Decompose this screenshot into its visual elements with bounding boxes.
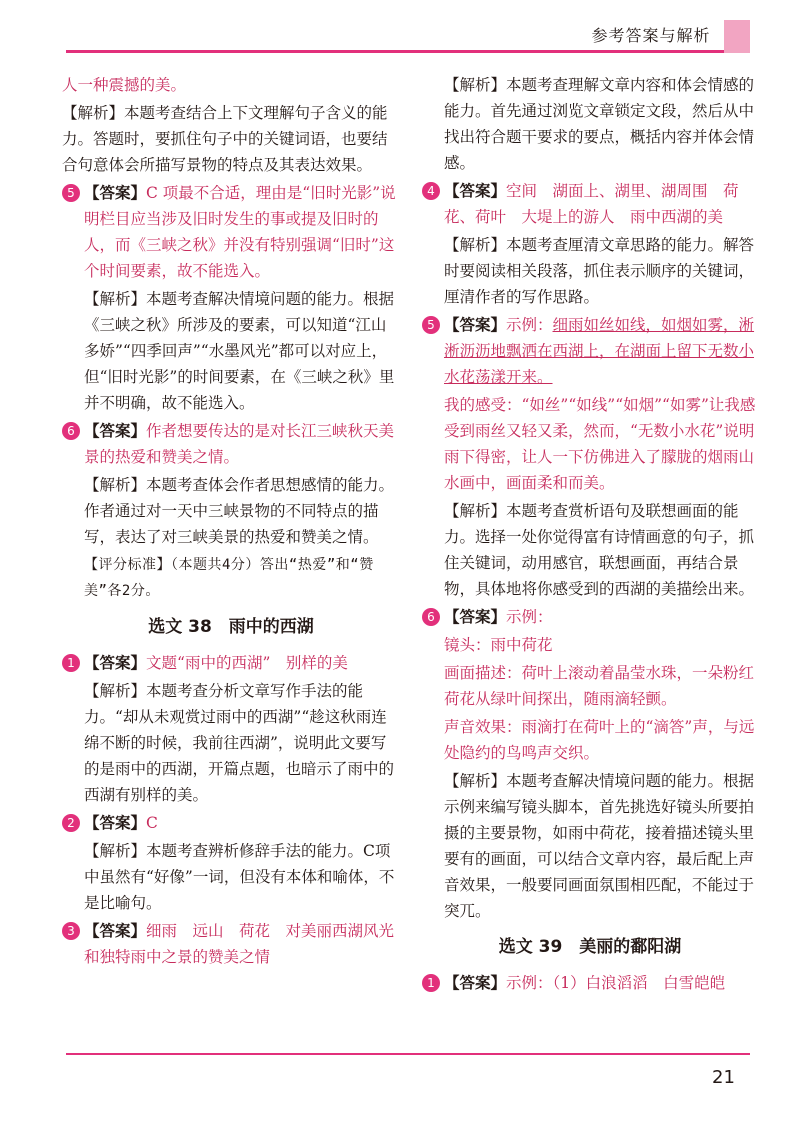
answer-prefix: 示例： <box>506 316 553 334</box>
analysis-text: 【解析】本题考查体会作者思想感情的能力。作者通过对一天中三峡景物的不同特点的描写，表达了对三峡美景的热爱和赞美之情。 <box>84 476 395 546</box>
answer-item-39-1 <box>422 970 758 996</box>
feeling-text: 我的感受：“如丝”“如线”“如烟”“如雾”让我感受到雨丝又轻又柔，然而，“无数小水花”说明雨下得密，让人一下仿佛进入了朦胧的烟雨山水画中，画面柔和而美。 <box>444 396 756 492</box>
answer-prefix: 示例： <box>506 608 553 626</box>
picture-text: 画面描述：荷叶上滚动着晶莹水珠，一朵粉红荷花从绿叶间探出，随雨滴轻颤。 <box>444 664 755 708</box>
number-badge: 5 <box>62 184 80 202</box>
continued-analysis: 【解析】本题考查结合上下文理解句子含义的能力。答题时，要抓住句子中的关键词语，也要结合句意体会所描写景物的特点及其表达效果。 <box>62 104 388 174</box>
number-badge: 1 <box>62 654 80 672</box>
number-badge: 2 <box>62 814 80 832</box>
number-badge: 3 <box>62 922 80 940</box>
section-title-39: 选文 39 美丽的鄱阳湖 <box>498 937 682 957</box>
analysis-text: 【解析】本题考查解决情境问题的能力。根据《三峡之秋》所涉及的要素，可以知道“江山多娇”“四季回声”“水墨风光”都可以对应上，但“旧时光影”的时间要素，在《三峡之秋》里并不明确，故不能选入。 <box>84 290 395 412</box>
header-rule <box>66 50 750 53</box>
answer-label: 【答案】 <box>84 421 147 440</box>
analysis-text: 【解析】本题考查分析文章写作手法的能力。“却从未观赏过雨中的西湖”“趁这秋雨连绵不断的时候，我前往西湖”，说明此文要写的是雨中的西湖，开篇点题，也暗示了雨中的西湖有别样的美。 <box>84 682 395 804</box>
answer-label: 【答案】 <box>444 607 507 626</box>
analysis-text: 【解析】本题考查赏析语句及联想画面的能力。选择一处你觉得富有诗情画意的句子，抓住关键词，动用感官，联想画面，再结合景物，具体地将你感受到的西湖的美描绘出来。 <box>444 502 755 598</box>
answer-text: 示例：（1）白浪滔滔 白雪皑皑 <box>506 974 726 992</box>
scoring-standard: 【评分标准】（本题共4分）答出“热爱”和“赞美”各2分。 <box>84 557 374 599</box>
answer-label: 【答案】 <box>84 813 147 832</box>
number-badge: 1 <box>422 974 440 992</box>
left-column <box>62 72 400 972</box>
number-badge: 6 <box>62 422 80 440</box>
analysis-text: 【解析】本题考查厘清文章思路的能力。解答时要阅读相关段落，抓住表示顺序的关键词，厘清作者的写作思路。 <box>444 236 755 306</box>
header-title: 参考答案与解析 <box>591 26 711 45</box>
answer-item-6 <box>62 418 400 470</box>
page-number: 21 <box>712 1067 735 1088</box>
answer-item-38-6 <box>422 604 758 630</box>
analysis-text: 【解析】本题考查理解文章内容和体会情感的能力。首先通过浏览文章锁定文段，然后从中找出符合题干要求的要点，概括内容并体会情感。 <box>444 76 755 172</box>
answer-item-38-2 <box>62 810 400 836</box>
answer-text: 文题“雨中的西湖” 别样的美 <box>146 654 348 672</box>
answer-item-38-4 <box>422 178 758 230</box>
number-badge: 5 <box>422 316 440 334</box>
answer-text: C <box>146 814 158 832</box>
sound-text: 声音效果：雨滴打在荷叶上的“滴答”声，与远处隐约的鸟鸣声交织。 <box>444 718 755 762</box>
analysis-text: 【解析】本题考查辨析修辞手法的能力。C项中虽然有“好像”一词，但没有本体和喻体，不是比喻句。 <box>84 842 395 912</box>
answer-text: C 项最不合适，理由是“旧时光影”说明栏目应当涉及旧时发生的事或提及旧时的人，而《三峡之秋》并没有特别强调“旧时”这个时间要素，故不能选入。 <box>84 184 396 280</box>
analysis-text: 【解析】本题考查解决情境问题的能力。根据示例来编写镜头脚本，首先挑选好镜头所要拍摄的主要景物，如雨中荷花，接着描述镜头里要有的画面，可以结合文章内容，最后配上声音效果，一般要同画面氛围相匹配，不能过于突兀。 <box>444 772 755 920</box>
answer-item-38-5 <box>422 312 758 390</box>
shot-text: 镜头：雨中荷花 <box>444 636 553 654</box>
section-title-38: 选文 38 雨中的西湖 <box>148 617 314 637</box>
header-tab <box>724 20 750 53</box>
answer-label: 【答案】 <box>444 181 507 200</box>
footer-rule <box>66 1053 750 1055</box>
continued-answer: 人一种震撼的美。 <box>62 76 187 94</box>
answer-label: 【答案】 <box>84 921 147 940</box>
number-badge: 4 <box>422 182 440 200</box>
answer-underlined-text: 细雨如丝如线，如烟如雾，淅淅沥沥地飘洒在西湖上，在湖面上留下无数小水花荡漾开来。 <box>444 316 755 386</box>
answer-text: 细雨 远山 荷花 对美丽西湖风光和独特雨中之景的赞美之情 <box>84 922 395 966</box>
answer-item-5 <box>62 180 400 284</box>
answer-label: 【答案】 <box>444 973 507 992</box>
answer-label: 【答案】 <box>444 315 507 334</box>
answer-item-38-1 <box>62 650 400 676</box>
number-badge: 6 <box>422 608 440 626</box>
right-column <box>422 72 758 998</box>
answer-label: 【答案】 <box>84 183 147 202</box>
answer-label: 【答案】 <box>84 653 147 672</box>
answer-text: 空间 湖面上、湖里、湖周围 荷花、荷叶 大堤上的游人 雨中西湖的美 <box>444 182 739 226</box>
answer-text: 作者想要传达的是对长江三峡秋天美景的热爱和赞美之情。 <box>84 422 395 466</box>
answer-item-38-3 <box>62 918 400 970</box>
